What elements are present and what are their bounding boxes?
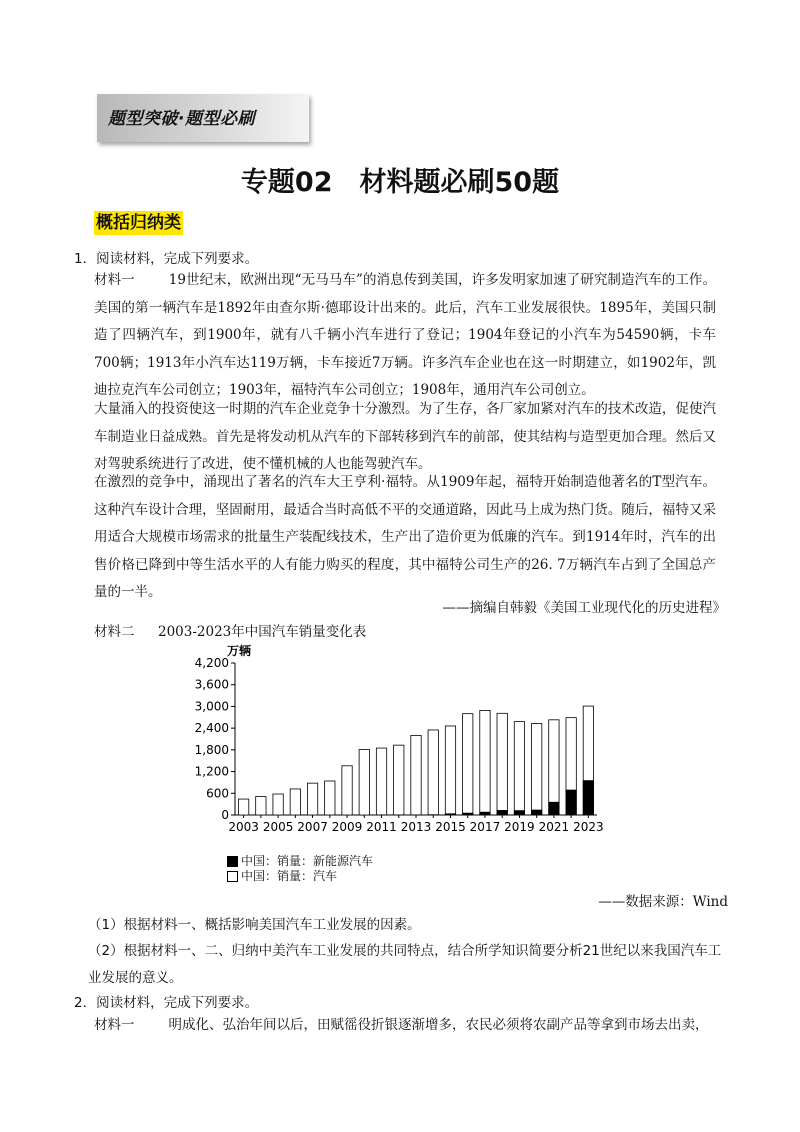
- x-tick-label: 2007: [297, 820, 328, 834]
- x-tick-label: 2021: [538, 820, 570, 834]
- x-tick-label: 2003: [228, 820, 259, 834]
- x-tick-label: 2017: [469, 820, 501, 834]
- material-1-source: ——摘编自韩毅《美国工业现代化的历史进程》: [442, 600, 726, 616]
- bar-total-2004: [256, 797, 266, 815]
- bar-nev-2019: [514, 811, 524, 815]
- question-prompt: 阅读材料，完成下列要求。: [96, 251, 259, 267]
- material-label: 材料一: [94, 1017, 135, 1033]
- question-1-prompt: [74, 247, 258, 267]
- x-tick-label: 2005: [262, 820, 294, 834]
- bar-total-2015: [445, 726, 455, 815]
- material-1-paragraph-3: [94, 469, 716, 607]
- x-tick-label: 2011: [366, 820, 397, 834]
- question-number: 2．: [74, 995, 97, 1011]
- material-text: 19世纪末，欧洲出现“无马马车”的消息传到美国，许多发明家加速了研究制造汽车的工作。美国的第一辆汽车是1892年由查尔斯·德耶设计出来的。此后，汽车工业发展很快。1895年，美国只制造了四辆汽车，到1900年，就有八千辆小汽车进行了登记；1904年登记的小汽车为54590辆，卡车700辆；1913年小汽车达119万辆，卡车接近7万辆。许多汽车企业也在这一时期建立，如1902年，凯迪拉克汽车公司创立；1903年，福特汽车公司创立；1908年，通用汽车公司创立。: [94, 272, 717, 398]
- y-tick-label: 3,000: [194, 699, 229, 714]
- legend-label: 中国：销量：汽车: [241, 869, 338, 883]
- bar-total-2006: [290, 789, 300, 815]
- y-tick-label: 1,800: [194, 742, 229, 757]
- bar-total-2003: [238, 799, 248, 815]
- x-tick-label: 2015: [435, 820, 466, 834]
- chart-caption: 2003-2023年中国汽车销量变化表: [158, 624, 367, 640]
- y-tick-label: 2,400: [194, 721, 229, 736]
- bar-nev-2021: [549, 802, 559, 815]
- bar-total-2017: [480, 710, 490, 815]
- legend-label: 中国：销量：新能源汽车: [241, 854, 374, 868]
- bar-total-2018: [497, 713, 507, 815]
- page-title: 专题02 材料题必刷50题: [240, 167, 560, 198]
- header-banner: [97, 94, 309, 142]
- bar-total-2012: [394, 745, 404, 815]
- bar-total-2005: [273, 794, 283, 815]
- y-tick-label: 1,200: [194, 764, 229, 779]
- bar-total-2019: [514, 722, 524, 815]
- y-tick-label: 3,600: [194, 677, 229, 692]
- x-tick-label: 2009: [331, 820, 363, 834]
- y-tick-label: 600: [206, 786, 229, 801]
- chart-source: ——数据来源：Wind: [598, 894, 728, 910]
- question-number: 1．: [74, 251, 97, 267]
- material-text: 大量涌入的投资使这一时期的汽车企业竞争十分激烈。为了生存，各厂家加紧对汽车的技术改造，促使汽车制造业日益成熟。首先是将发动机从汽车的下部转移到汽车的前部，使其结构与造型更加合理。然后又对驾驶系统进行了改进，使不懂机械的人也能驾驶汽车。: [94, 401, 716, 472]
- bar-total-2008: [325, 781, 335, 815]
- legend-swatch-white: [227, 871, 238, 882]
- bar-total-2007: [307, 783, 317, 815]
- legend-item-total: [227, 867, 337, 884]
- bar-nev-2023: [583, 781, 593, 815]
- banner-text: 题型突破·题型必刷: [108, 109, 255, 129]
- question-2-prompt: [74, 991, 258, 1011]
- x-tick-label: 2019: [504, 820, 535, 834]
- bar-total-2016: [463, 714, 473, 815]
- bar-total-2011: [376, 748, 386, 815]
- question-2-material-1: [94, 1012, 716, 1040]
- x-tick-label: 2023: [573, 820, 604, 834]
- y-tick-label: 4,200: [194, 656, 229, 670]
- bar-nev-2022: [566, 790, 576, 815]
- y-tick-label: 0: [221, 808, 229, 822]
- sub-question-2: （2）根据材料一、二、归纳中美汽车工业发展的共同特点，结合所学知识简要分析21世纪以来我国汽车工业发展的意义。: [88, 943, 722, 986]
- question-prompt: 阅读材料，完成下列要求。: [96, 995, 259, 1011]
- bar-nev-2015: [445, 814, 455, 815]
- sales-bar-chart: [180, 638, 620, 838]
- bar-total-2020: [531, 723, 541, 815]
- bar-nev-2017: [480, 812, 490, 815]
- bar-nev-2020: [531, 810, 541, 815]
- section-heading: 概括归纳类: [96, 213, 181, 233]
- y-axis-unit-label: 万辆: [227, 644, 252, 658]
- sub-question-1: （1）根据材料一、概括影响美国汽车工业发展的因素。: [88, 917, 421, 933]
- x-tick-label: 2013: [400, 820, 432, 834]
- material-2-label: 材料二: [94, 624, 135, 640]
- bar-total-2009: [342, 766, 352, 815]
- bar-total-2021: [549, 720, 559, 815]
- bar-total-2010: [359, 749, 369, 815]
- bar-nev-2018: [497, 810, 507, 815]
- bar-nev-2016: [463, 813, 473, 815]
- material-text: 在激烈的竞争中，涌现出了著名的汽车大王亨利·福特。从1909年起，福特开始制造他著名的T型汽车。这种汽车设计合理，坚固耐用，最适合当时高低不平的交通道路，因此马上成为热门货。随后，福特又采用适合大规模市场需求的批量生产装配线技术，生产出了造价更为低廉的汽车。到1914年时，汽车的出售价格已降到中等生活水平的人有能力购买的程度，其中福特公司生产的26. 7万辆汽车占到了全国总产量的一半。: [94, 474, 716, 600]
- material-1-paragraph-2: [94, 396, 716, 479]
- material-text: 明成化、弘治年间以后，田赋徭役折银逐渐增多，农民必须将农副产品等拿到市场去出卖，: [168, 1017, 709, 1033]
- bar-total-2014: [428, 730, 438, 815]
- material-label: 材料一: [94, 272, 135, 288]
- legend-swatch-black: [227, 856, 238, 867]
- bar-total-2013: [411, 735, 421, 815]
- material-1-paragraph-1: [94, 267, 716, 405]
